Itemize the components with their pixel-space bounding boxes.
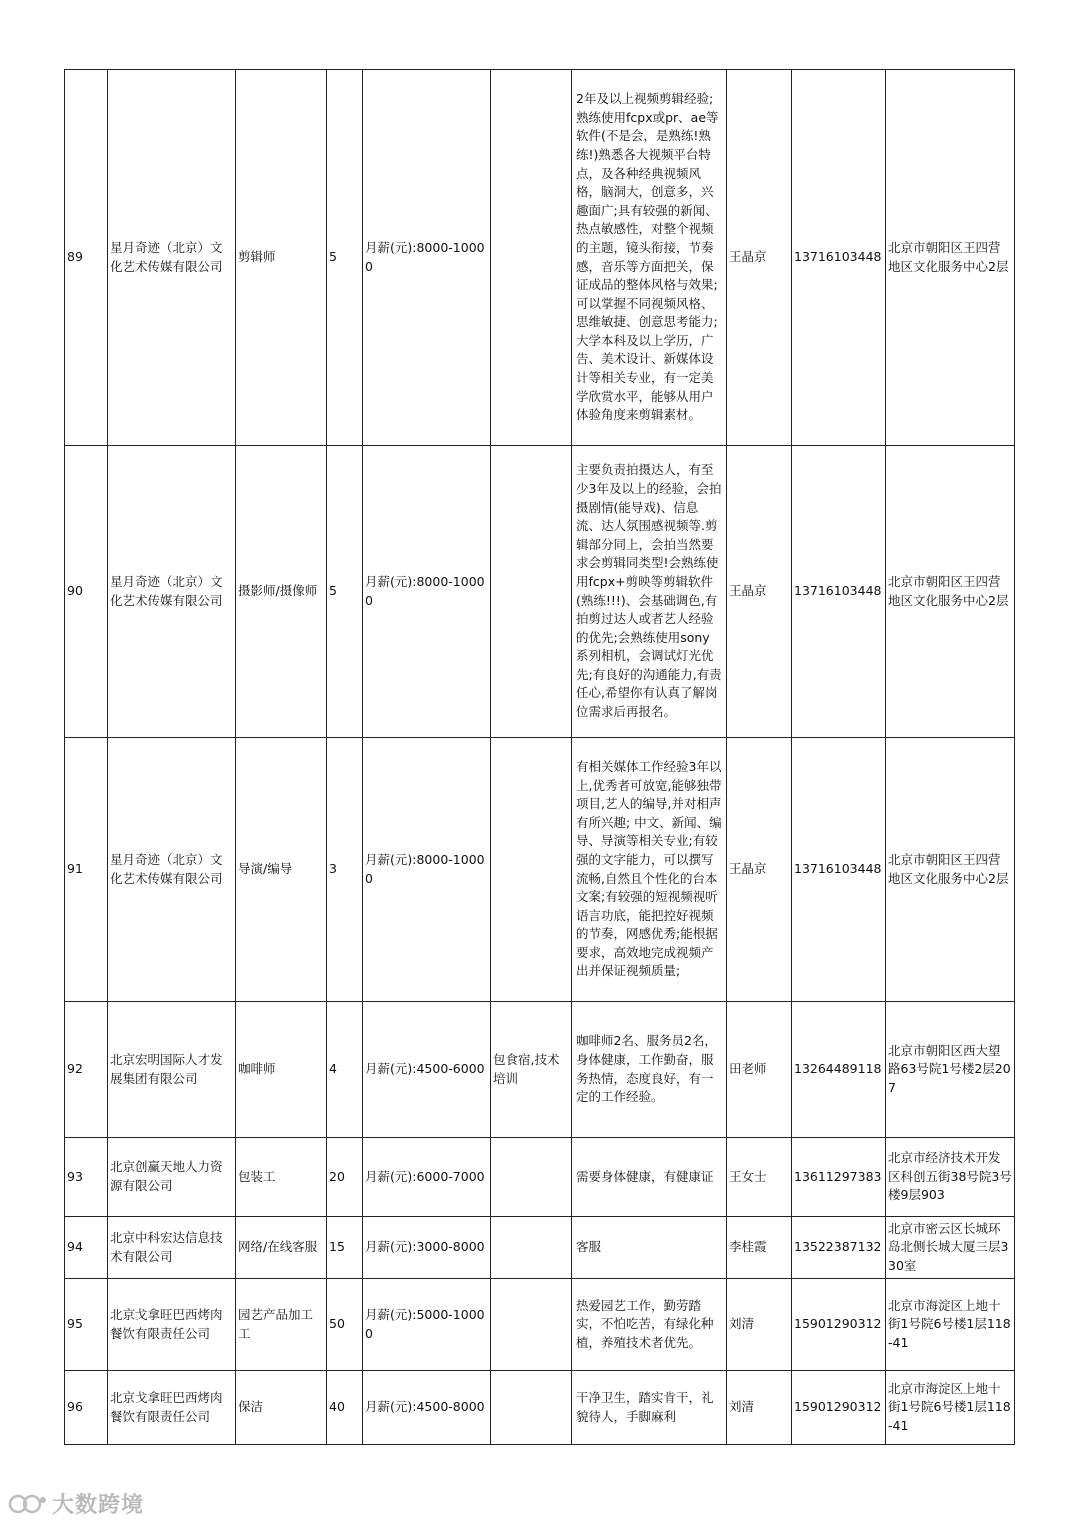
table-row <box>65 70 1015 446</box>
benefits <box>491 738 572 1002</box>
job-title: 咖啡师 <box>236 1002 327 1138</box>
requirements: 热爱园艺工作，勤劳踏实，不怕吃苦，有绿化种植，养殖技术者优先。 <box>572 1279 727 1371</box>
table-row <box>65 1138 1015 1217</box>
table-row <box>65 1217 1015 1279</box>
job-title: 包装工 <box>236 1138 327 1217</box>
table-row <box>65 446 1015 738</box>
watermark-logo-icon <box>8 1491 48 1517</box>
job-title: 保洁 <box>236 1371 327 1445</box>
phone-number: 13716103448 <box>792 738 886 1002</box>
work-address: 北京市经济技术开发区科创五街38号院3号楼9层903 <box>886 1138 1015 1217</box>
company-name: 北京中科宏达信息技术有限公司 <box>108 1217 236 1279</box>
row-number: 90 <box>65 446 108 738</box>
work-address: 北京市朝阳区王四营地区文化服务中心2层 <box>886 446 1015 738</box>
contact-person: 李桂霞 <box>727 1217 792 1279</box>
company-name: 星月奇迹（北京）文化艺术传媒有限公司 <box>108 70 236 446</box>
work-address: 北京市密云区长城环岛北侧长城大厦三层330室 <box>886 1217 1015 1279</box>
requirements: 2年及以上视频剪辑经验;熟练使用fcpx或pr、ae等软件(不是会，是熟练!熟练!)熟悉各大视频平台特点，及各种经典视频风格，脑洞大，创意多，兴趣面广;具有较强的新闻、热点敏感性，对整个视频的主题，镜头衔接，节奏感，音乐等方面把关，保证成品的整体风格与效果;可以掌握不同视频风格、思维敏捷、创意思考能力;大学本科及以上学历，广告、美术设计、新媒体设计等相关专业，有一定美学欣赏水平，能够从用户体验角度来剪辑素材。 <box>572 70 727 446</box>
table-row <box>65 738 1015 1002</box>
headcount: 15 <box>327 1217 363 1279</box>
phone-number: 13611297383 <box>792 1138 886 1217</box>
row-number: 95 <box>65 1279 108 1371</box>
benefits <box>491 70 572 446</box>
table-row <box>65 1371 1015 1445</box>
company-name: 北京创赢天地人力资源有限公司 <box>108 1138 236 1217</box>
salary: 月薪(元):6000-7000 <box>363 1138 491 1217</box>
row-number: 94 <box>65 1217 108 1279</box>
company-name: 星月奇迹（北京）文化艺术传媒有限公司 <box>108 738 236 1002</box>
phone-number: 13716103448 <box>792 446 886 738</box>
benefits <box>491 1371 572 1445</box>
salary: 月薪(元):4500-8000 <box>363 1371 491 1445</box>
row-number: 92 <box>65 1002 108 1138</box>
job-title: 剪辑师 <box>236 70 327 446</box>
job-title: 网络/在线客服 <box>236 1217 327 1279</box>
contact-person: 王晶京 <box>727 738 792 1002</box>
work-address: 北京市海淀区上地十街1号院6号楼1层118-41 <box>886 1279 1015 1371</box>
job-title: 园艺产品加工工 <box>236 1279 327 1371</box>
contact-person: 刘清 <box>727 1279 792 1371</box>
headcount: 20 <box>327 1138 363 1217</box>
headcount: 5 <box>327 70 363 446</box>
jobs-table <box>64 69 1015 1445</box>
job-title: 摄影师/摄像师 <box>236 446 327 738</box>
row-number: 89 <box>65 70 108 446</box>
benefits <box>491 1217 572 1279</box>
benefits <box>491 1279 572 1371</box>
requirements: 有相关媒体工作经验3年以上,优秀者可放宽,能够独带项目,艺人的编导,并对相声有所兴趣; 中文、新闻、编导、导演等相关专业;有较强的文字能力，可以撰写流畅,自然且个性化的台本文案;有较强的短视频视听语言功底，能把控好视频的节奏，网感优秀;能根据要求，高效地完成视频产出并保证视频质量; <box>572 738 727 1002</box>
benefits <box>491 446 572 738</box>
salary: 月薪(元):8000-10000 <box>363 446 491 738</box>
headcount: 40 <box>327 1371 363 1445</box>
salary: 月薪(元):8000-10000 <box>363 70 491 446</box>
phone-number: 13522387132 <box>792 1217 886 1279</box>
headcount: 4 <box>327 1002 363 1138</box>
phone-number: 13264489118 <box>792 1002 886 1138</box>
watermark <box>8 1488 144 1519</box>
job-title: 导演/编导 <box>236 738 327 1002</box>
work-address: 北京市朝阳区王四营地区文化服务中心2层 <box>886 738 1015 1002</box>
benefits <box>491 1138 572 1217</box>
headcount: 50 <box>327 1279 363 1371</box>
salary: 月薪(元):5000-10000 <box>363 1279 491 1371</box>
row-number: 91 <box>65 738 108 1002</box>
requirements: 咖啡师2名、服务员2名，身体健康，工作勤奋，服务热情，态度良好，有一定的工作经验。 <box>572 1002 727 1138</box>
company-name: 星月奇迹（北京）文化艺术传媒有限公司 <box>108 446 236 738</box>
contact-person: 刘清 <box>727 1371 792 1445</box>
table-row <box>65 1279 1015 1371</box>
benefits: 包食宿,技术培训 <box>491 1002 572 1138</box>
salary: 月薪(元):3000-8000 <box>363 1217 491 1279</box>
company-name: 北京戈拿旺巴西烤肉餐饮有限责任公司 <box>108 1279 236 1371</box>
phone-number: 13716103448 <box>792 70 886 446</box>
phone-number: 15901290312 <box>792 1279 886 1371</box>
salary: 月薪(元):8000-10000 <box>363 738 491 1002</box>
requirements: 客服 <box>572 1217 727 1279</box>
work-address: 北京市海淀区上地十街1号院6号楼1层118-41 <box>886 1371 1015 1445</box>
headcount: 5 <box>327 446 363 738</box>
row-number: 96 <box>65 1371 108 1445</box>
contact-person: 王晶京 <box>727 70 792 446</box>
headcount: 3 <box>327 738 363 1002</box>
row-number: 93 <box>65 1138 108 1217</box>
table-row <box>65 1002 1015 1138</box>
contact-person: 王晶京 <box>727 446 792 738</box>
contact-person: 田老师 <box>727 1002 792 1138</box>
work-address: 北京市朝阳区西大望路63号院1号楼2层207 <box>886 1002 1015 1138</box>
phone-number: 15901290312 <box>792 1371 886 1445</box>
contact-person: 王女士 <box>727 1138 792 1217</box>
requirements: 干净卫生，踏实肯干，礼貌待人，手脚麻利 <box>572 1371 727 1445</box>
requirements: 需要身体健康，有健康证 <box>572 1138 727 1217</box>
requirements: 主要负责拍摄达人，有至少3年及以上的经验，会拍摄剧情(能导戏)、信息流、达人氛围感视频等.剪辑部分同上，会拍当然要求会剪辑同类型!会熟练使用fcpx+剪映等剪辑软件(熟练!!!)、会基础调色,有拍剪过达人或者艺人经验的优先;会熟练使用sony系列相机，会调试灯光优先;有良好的沟通能力,有责任心,希望你有认真了解岗位需求后再报名。 <box>572 446 727 738</box>
salary: 月薪(元):4500-6000 <box>363 1002 491 1138</box>
watermark-text: 大数跨境 <box>52 1493 145 1518</box>
company-name: 北京宏明国际人才发展集团有限公司 <box>108 1002 236 1138</box>
work-address: 北京市朝阳区王四营地区文化服务中心2层 <box>886 70 1015 446</box>
company-name: 北京戈拿旺巴西烤肉餐饮有限责任公司 <box>108 1371 236 1445</box>
